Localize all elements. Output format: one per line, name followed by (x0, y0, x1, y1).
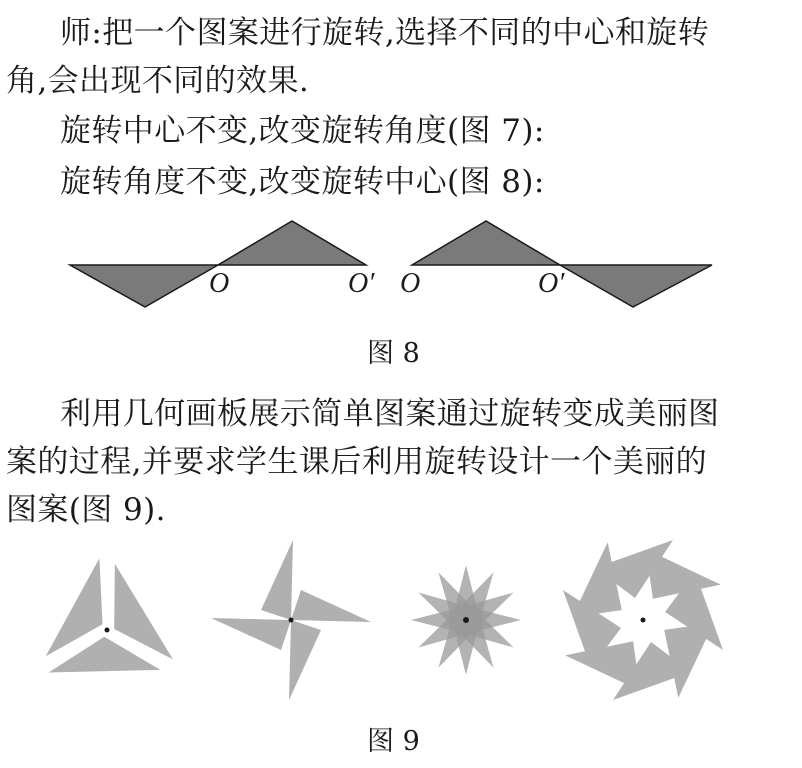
paragraph-3: 旋转角度不变,改变旋转中心(图 8): (60, 164, 545, 200)
figure-8-caption: 图 8 (367, 338, 420, 369)
figure-9-shape-1 (47, 560, 198, 717)
figure-9-caption: 图 9 (367, 726, 420, 757)
paragraph-2: 旋转中心不变,改变旋转角度(图 7): (60, 113, 545, 149)
paragraph-1-line-1: 师:把一个图案进行旋转,选择不同的中心和旋转 (60, 15, 710, 51)
paragraph-4-line-3: 图案(图 9). (6, 492, 166, 528)
label-o-right: O (400, 268, 421, 299)
figure-9-shape-3 (410, 564, 521, 675)
paragraph-1-line-2: 角,会出现不同的效果. (6, 63, 310, 99)
paragraph-4-line-1: 利用几何画板展示简单图案通过旋转变成美丽图 (60, 396, 720, 432)
paragraph-4-line-2: 案的过程,并要求学生课后利用旋转设计一个美丽的 (6, 444, 708, 480)
label-o-prime-left: O′ (348, 268, 375, 299)
figure-9-shape-2 (211, 540, 371, 700)
label-o-prime-right: O′ (538, 268, 565, 299)
label-o-left: O (209, 268, 230, 299)
figure-9-shape-4 (552, 529, 733, 710)
